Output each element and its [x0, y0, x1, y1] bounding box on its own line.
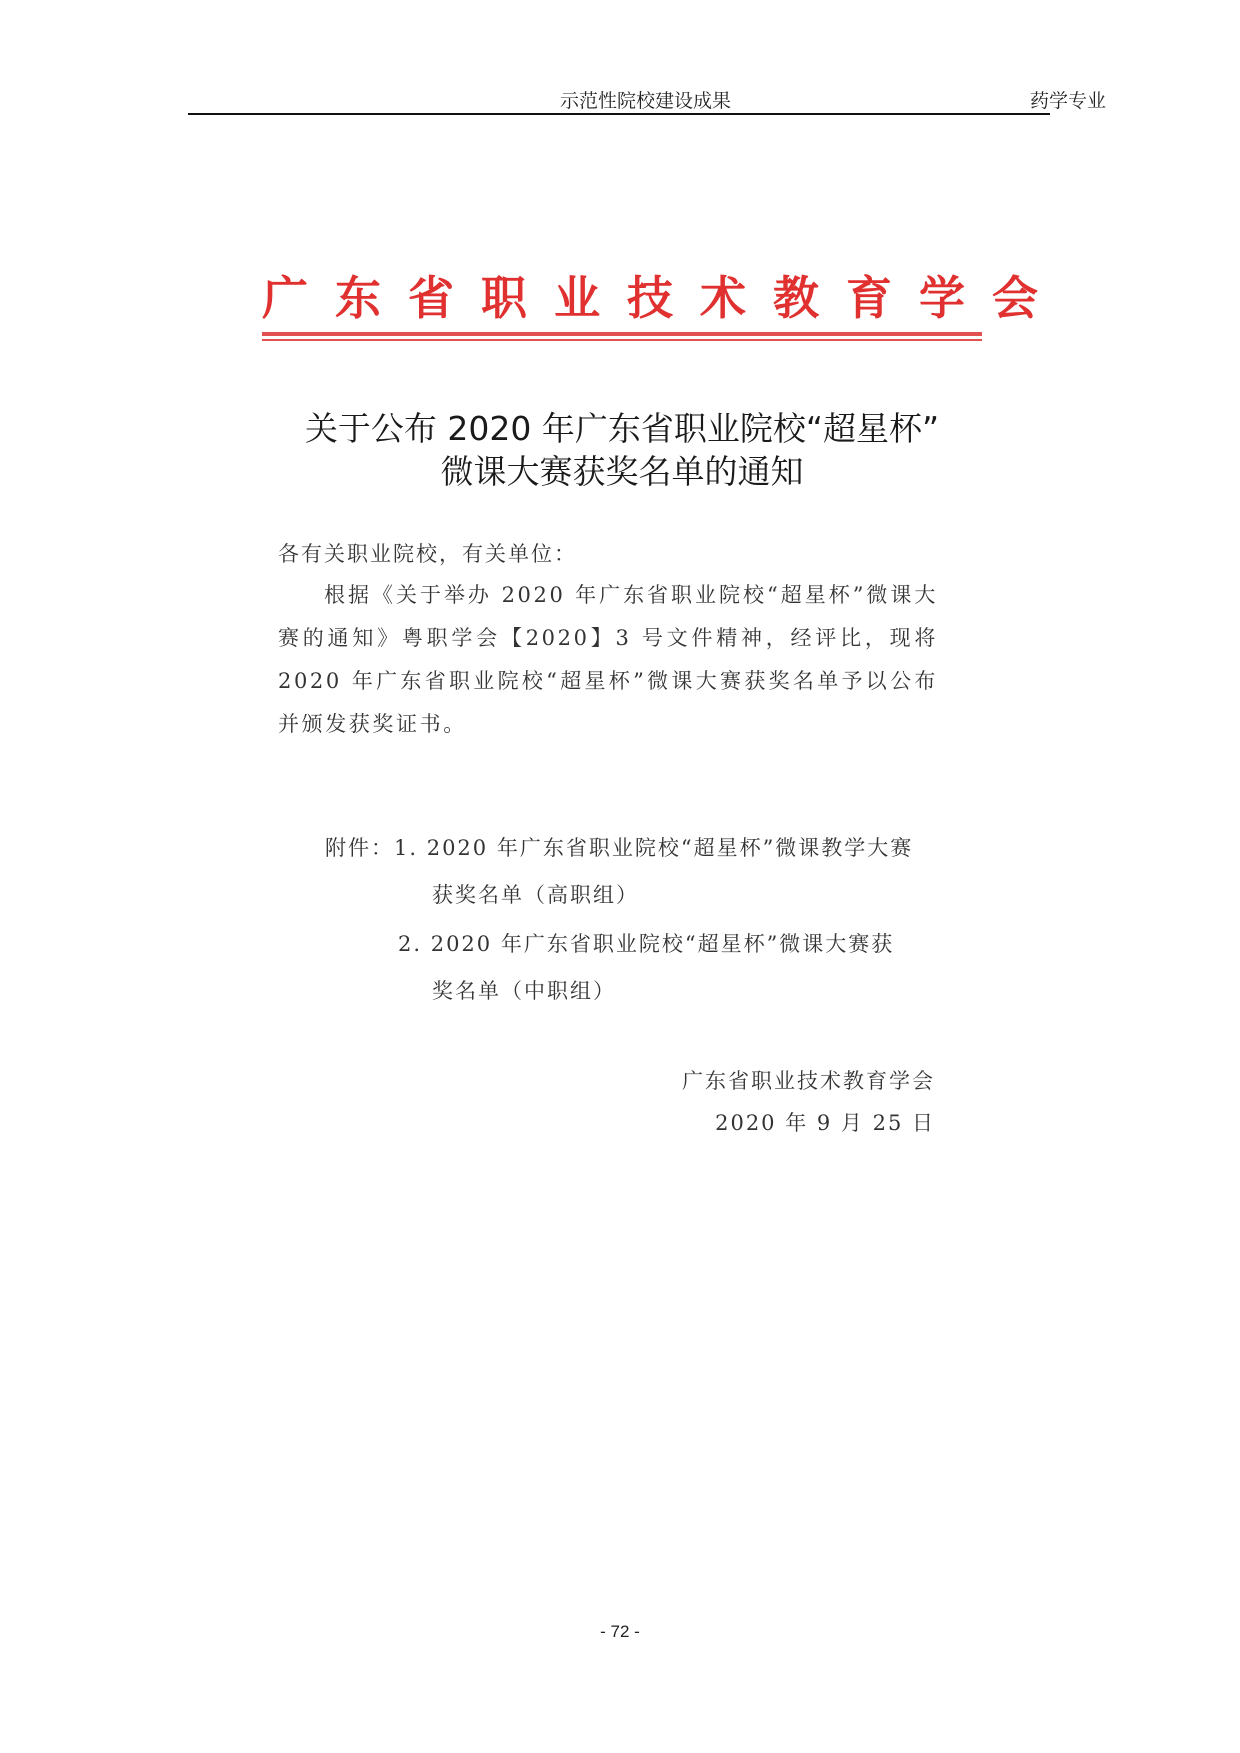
page-number: - 72 -: [600, 1622, 640, 1641]
letterhead-rule-thick: [262, 332, 982, 336]
header-rule: [188, 113, 1050, 115]
signature-date: 2020 年 9 月 25 日: [715, 1111, 935, 1135]
attachment-1-line-2: 获奖名单（高职组）: [432, 883, 639, 907]
signature-org: 广东省职业技术教育学会: [682, 1069, 935, 1093]
letterhead-org-name: 广东省职业技术教育学会: [262, 271, 1065, 325]
running-header-center: 示范性院校建设成果: [560, 90, 732, 112]
body-paragraph: 根据《关于举办 2020 年广东省职业院校“超星杯”微课大赛的通知》粤职学会【2020】3 号文件精神，经评比，现将 2020 年广东省职业院校“超星杯”微课大赛获奖名单予以公布并颁发获奖证书。: [278, 583, 938, 736]
running-header-right: 药学专业: [1030, 90, 1107, 112]
document-title-line-1: 关于公布 2020 年广东省职业院校“超星杯”: [304, 409, 940, 448]
attachment-2-line-1: 2. 2020 年广东省职业院校“超星杯”微课大赛获: [398, 932, 895, 956]
attachment-1-line-1: 附件：1. 2020 年广东省职业院校“超星杯”微课教学大赛: [325, 836, 914, 860]
document-title-line-2: 微课大赛获奖名单的通知: [440, 452, 804, 491]
letterhead-rule-thin: [262, 339, 982, 341]
attachment-2-line-2: 奖名单（中职组）: [432, 979, 616, 1003]
salutation: 各有关职业院校，有关单位：: [278, 542, 577, 566]
